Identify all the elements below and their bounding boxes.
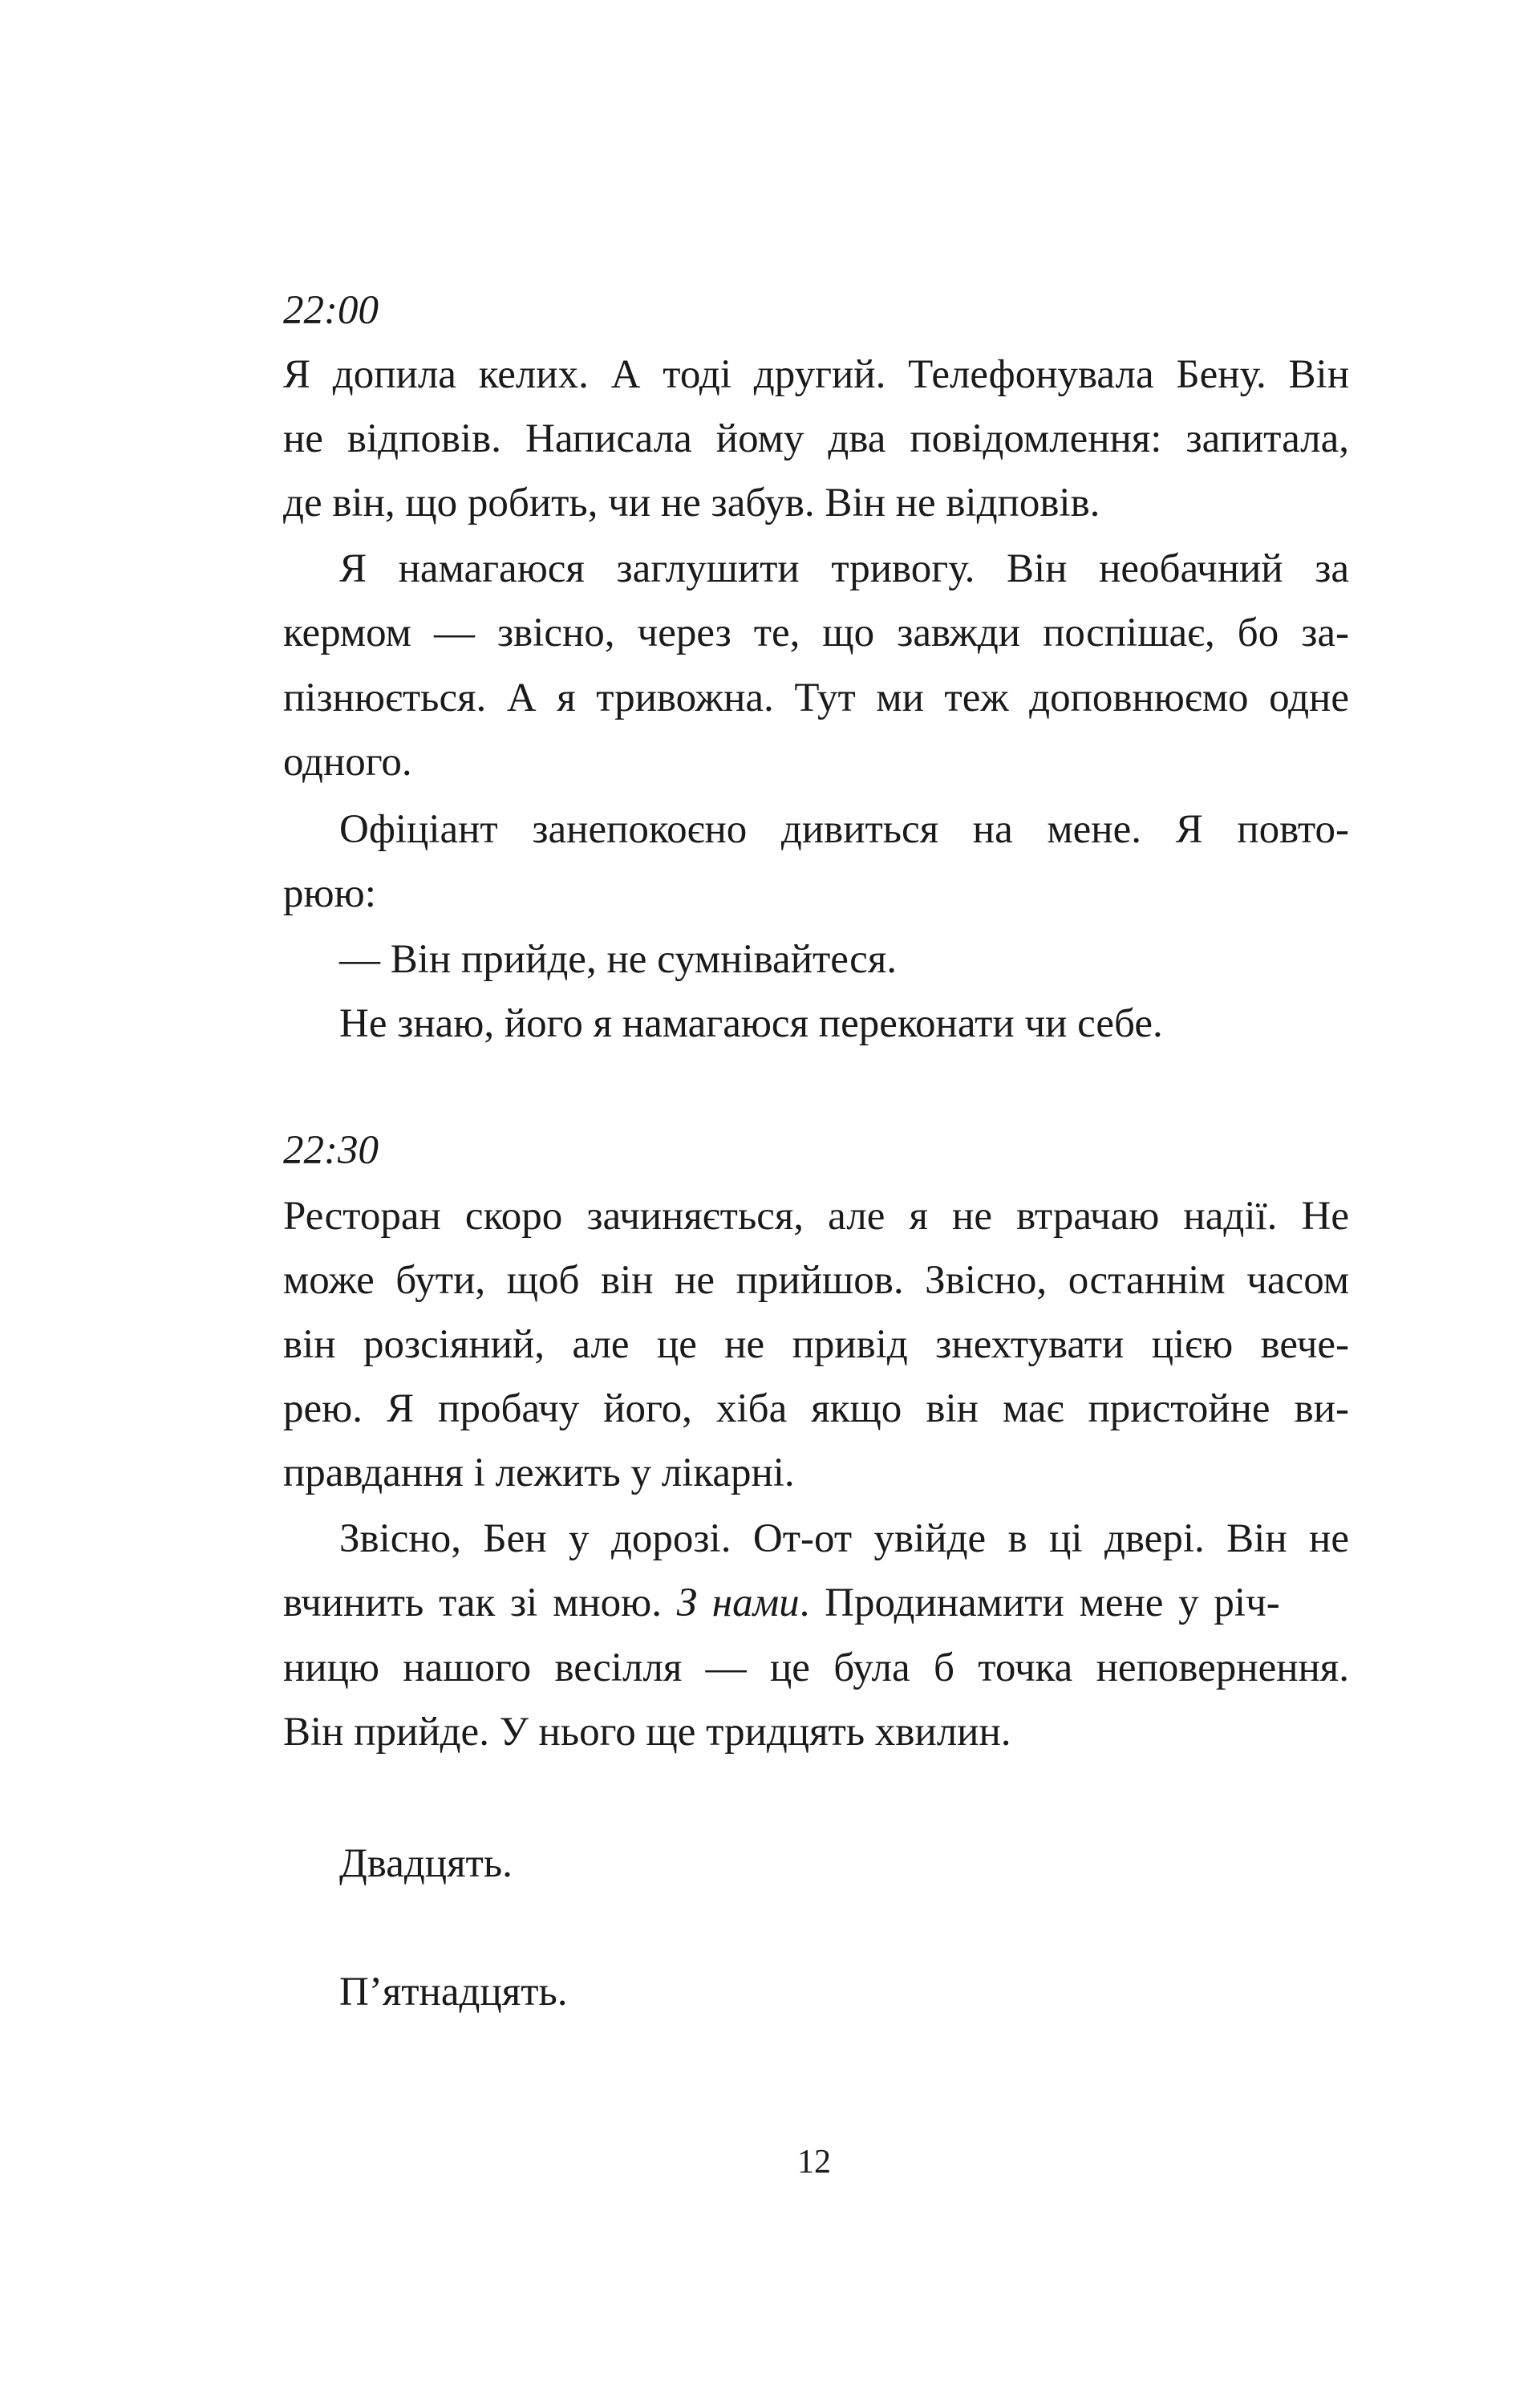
text-line: Звісно, Бен у дорозі. От-от увійде в ці двері. Він не [339, 1516, 1349, 1561]
text-line: не відповів. Написала йому два повідомлення: запитала, [283, 416, 1349, 461]
emphasis-text: З нами [676, 1580, 800, 1625]
text-line: пізнюється. А я тривожна. Тут ми теж доповнюємо одне [283, 676, 1349, 720]
text-line: Ресторан скоро зачиняється, але я не втрачаю надії. Не [283, 1194, 1349, 1239]
text-line: може бути, щоб він не прийшов. Звісно, останнім часом [283, 1258, 1349, 1303]
text-line: Офіціант занепокоєно дивиться на мене. Я повто- [339, 807, 1349, 852]
dialogue-line: — Він прийде, не сумнівайтеся. [339, 937, 898, 982]
text-segment: . Продинамити мене у річ- [799, 1580, 1280, 1625]
text-line: Я допила келих. А тоді другий. Телефонувала Бену. Він [283, 352, 1349, 397]
text-line: Не знаю, його я намагаюся переконати чи себе. [339, 1001, 1163, 1046]
text-line: одного. [283, 740, 412, 785]
text-line: де він, що робить, чи не забув. Він не відповів. [283, 481, 1100, 525]
text-segment: вчинить так зі мною. [283, 1580, 677, 1625]
text-line: рюю: [283, 871, 376, 916]
time-heading-2200: 22:00 [283, 288, 379, 333]
page-number: 12 [797, 2144, 831, 2181]
text-line: Двадцять. [339, 1841, 513, 1886]
time-heading-2230: 22:30 [283, 1128, 379, 1173]
text-line: рею. Я пробачу його, хіба якщо він має пристойне ви- [283, 1386, 1349, 1431]
text-line: ницю нашого весілля — це була б точка неповернення. [283, 1645, 1349, 1690]
text-line: П’ятнадцять. [339, 1970, 568, 2015]
text-line [283, 1580, 1349, 1625]
text-line: Я намагаюся заглушити тривогу. Він необачний за [339, 546, 1349, 591]
text-line: Він прийде. У нього ще тридцять хвилин. [283, 1710, 1011, 1755]
text-line: кермом — звісно, через те, що завжди поспішає, бо за- [283, 611, 1349, 655]
text-line: правдання і лежить у лікарні. [283, 1451, 795, 1495]
text-line: він розсіяний, але це не привід знехтувати цією вече- [283, 1322, 1349, 1367]
